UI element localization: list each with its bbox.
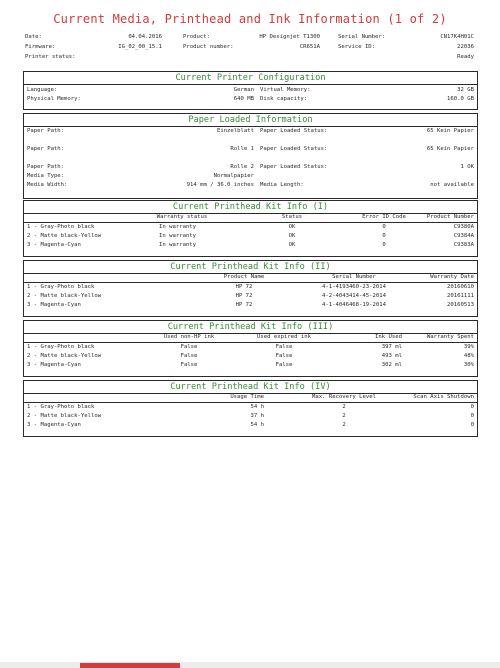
printer-config-title: Current Printer Configuration [175, 73, 326, 83]
kit-3-header: Ink Used [375, 334, 402, 340]
product-value: HP Designjet T1300 [259, 34, 320, 40]
table-cell: 20160610 [447, 284, 474, 290]
date-label: Date: [25, 34, 42, 40]
printhead-kit-3-section [23, 320, 478, 377]
kit-4-header: Scan Axis Shutdown [413, 394, 474, 400]
kit-1-title: Current Printhead Kit Info (I) [172, 202, 329, 212]
date-value: 04.04.2016 [128, 34, 162, 40]
printer-status-label: Printer status: [25, 54, 76, 60]
kit-3-header: Warranty Spent [426, 334, 474, 340]
media-length-label: Media Length: [260, 182, 304, 188]
table-cell: C9380A [453, 224, 474, 230]
table-cell: 20160513 [447, 302, 474, 308]
table-row-label: 1 - Gray-Photo black [27, 224, 95, 230]
table-cell: 0 [470, 413, 474, 419]
paper-status-value: 65 Kein Papier [426, 146, 474, 152]
kit-2-title: Current Printhead Kit Info (II) [170, 262, 331, 272]
table-cell: False [275, 344, 293, 350]
table-cell: 54 h [250, 422, 264, 428]
table-row-label: 2 - Matte black-Yellow [27, 353, 102, 359]
table-row-label: 2 - Matte black-Yellow [27, 233, 102, 239]
table-cell: In warranty [159, 224, 197, 230]
table-cell: 20161111 [447, 293, 474, 299]
table-cell: In warranty [159, 242, 197, 248]
kit-1-header: Warranty status [156, 214, 208, 220]
media-width-label: Media Width: [27, 182, 68, 188]
table-row-label: 3 - Magenta-Cyan [27, 242, 81, 248]
kit-3-title: Current Printhead Kit Info (III) [167, 322, 334, 332]
table-row-label: 1 - Gray-Photo black [27, 344, 95, 350]
paper-title: Paper Loaded Information [188, 115, 313, 125]
table-cell: 0 [470, 404, 474, 410]
table-cell: False [180, 344, 198, 350]
table-cell: HP 72 [235, 293, 253, 299]
table-cell: In warranty [159, 233, 197, 239]
paper-status-value: 65 Kein Papier [426, 128, 474, 134]
media-length-value: not available [430, 182, 474, 188]
table-cell: 0 [382, 242, 386, 248]
firmware-value: IG_02_00_15.1 [118, 44, 162, 50]
table-cell: 2 [342, 404, 346, 410]
paper-status-label: Paper Loaded Status: [260, 146, 328, 152]
product-number-value: CR651A [299, 44, 320, 50]
table-row-label: 1 - Gray-Photo black [27, 284, 95, 290]
table-row-label: 3 - Magenta-Cyan [27, 422, 81, 428]
paper-path-label: Paper Path: [27, 146, 65, 152]
table-cell: 0 [470, 422, 474, 428]
physical-memory-value: 640 MB [233, 96, 254, 102]
media-type-value: Normalpapier [213, 173, 254, 179]
table-row-label: 2 - Matte black-Yellow [27, 293, 102, 299]
paper-status-label: Paper Loaded Status: [260, 128, 328, 134]
physical-memory-label: Physical Memory: [27, 96, 81, 102]
kit-2-header: Serial Number [332, 274, 376, 280]
footer-accent [80, 663, 180, 668]
kit-3-header: Used non-HP ink [163, 334, 215, 340]
table-cell: 4-2-4043414-45-2014 [322, 293, 386, 299]
language-value: German [233, 87, 254, 93]
service-value: 22036 [457, 44, 474, 50]
kit-1-header: Error ID Code [362, 214, 406, 220]
kit-2-header: Warranty Date [430, 274, 474, 280]
disk-capacity-value: 160.0 GB [447, 96, 474, 102]
table-cell: 39% [463, 344, 474, 350]
kit-4-title: Current Printhead Kit Info (IV) [170, 382, 331, 392]
paper-path-label: Paper Path: [27, 128, 65, 134]
table-cell: False [275, 362, 293, 368]
table-cell: 2 [342, 413, 346, 419]
table-cell: C9383A [453, 242, 474, 248]
printhead-kit-4-section [23, 380, 478, 437]
table-cell: OK [288, 233, 296, 239]
table-cell: 37 h [250, 413, 264, 419]
kit-3-header: Used expired ink [257, 334, 311, 340]
table-cell: 48% [463, 353, 474, 359]
table-row-label: 3 - Magenta-Cyan [27, 302, 81, 308]
firmware-label: Firmware: [25, 44, 56, 50]
table-cell: HP 72 [235, 284, 253, 290]
serial-value: CN17K4H01C [440, 34, 474, 40]
footer-bar [0, 662, 500, 668]
table-cell: False [180, 362, 198, 368]
media-width-value: 914 mm / 36.0 inches [186, 182, 254, 188]
paper-path-value: Rolle 2 [230, 164, 254, 170]
media-type-label: Media Type: [27, 173, 65, 179]
table-cell: 397 ml [381, 344, 402, 350]
status-value: Ready [457, 54, 474, 60]
table-row-label: 2 - Matte black-Yellow [27, 413, 102, 419]
kit-1-header: Product Number [426, 214, 474, 220]
table-row-label: 3 - Magenta-Cyan [27, 362, 81, 368]
kit-1-header: Status [281, 214, 303, 220]
table-cell: False [180, 353, 198, 359]
table-cell: 0 [382, 224, 386, 230]
table-cell: HP 72 [235, 302, 253, 308]
printer-config-section [23, 71, 478, 110]
table-cell: False [275, 353, 293, 359]
table-cell: 54 h [250, 404, 264, 410]
table-cell: 30% [463, 362, 474, 368]
table-cell: 4-1-4193460-23-2014 [322, 284, 386, 290]
paper-path-label: Paper Path: [27, 164, 65, 170]
printhead-kit-1-section [23, 200, 478, 257]
table-cell: OK [288, 242, 296, 248]
table-cell: 2 [342, 422, 346, 428]
serial-label: Serial Number: [338, 34, 386, 40]
virtual-memory-label: Virtual Memory: [260, 87, 311, 93]
table-cell: 0 [382, 233, 386, 239]
page-title: Current Media, Printhead and Ink Information (1 of 2) [53, 12, 447, 26]
table-cell: OK [288, 224, 296, 230]
kit-4-header: Max. Recovery Level [312, 394, 376, 400]
product-label: Product: [183, 34, 210, 40]
table-row-label: 1 - Gray-Photo black [27, 404, 95, 410]
paper-path-value: Rolle 1 [230, 146, 254, 152]
table-cell: 493 ml [381, 353, 402, 359]
paper-section [23, 113, 478, 199]
product-number-label: Product number: [183, 44, 234, 50]
table-cell: 302 ml [381, 362, 402, 368]
paper-status-label: Paper Loaded Status: [260, 164, 328, 170]
kit-4-header: Usage Time [230, 394, 264, 400]
table-cell: 4-1-4046468-19-2014 [322, 302, 386, 308]
paper-status-value: 1 OK [460, 164, 474, 170]
paper-path-value: Einzelblatt [216, 128, 254, 134]
virtual-memory-value: 32 GB [457, 87, 474, 93]
service-label: Service ID: [338, 44, 376, 50]
language-label: Language: [27, 87, 58, 93]
printhead-kit-2-section [23, 260, 478, 317]
disk-capacity-label: Disk capacity: [260, 96, 308, 102]
table-cell: C9384A [453, 233, 474, 239]
kit-2-header: Product Name [223, 274, 265, 280]
